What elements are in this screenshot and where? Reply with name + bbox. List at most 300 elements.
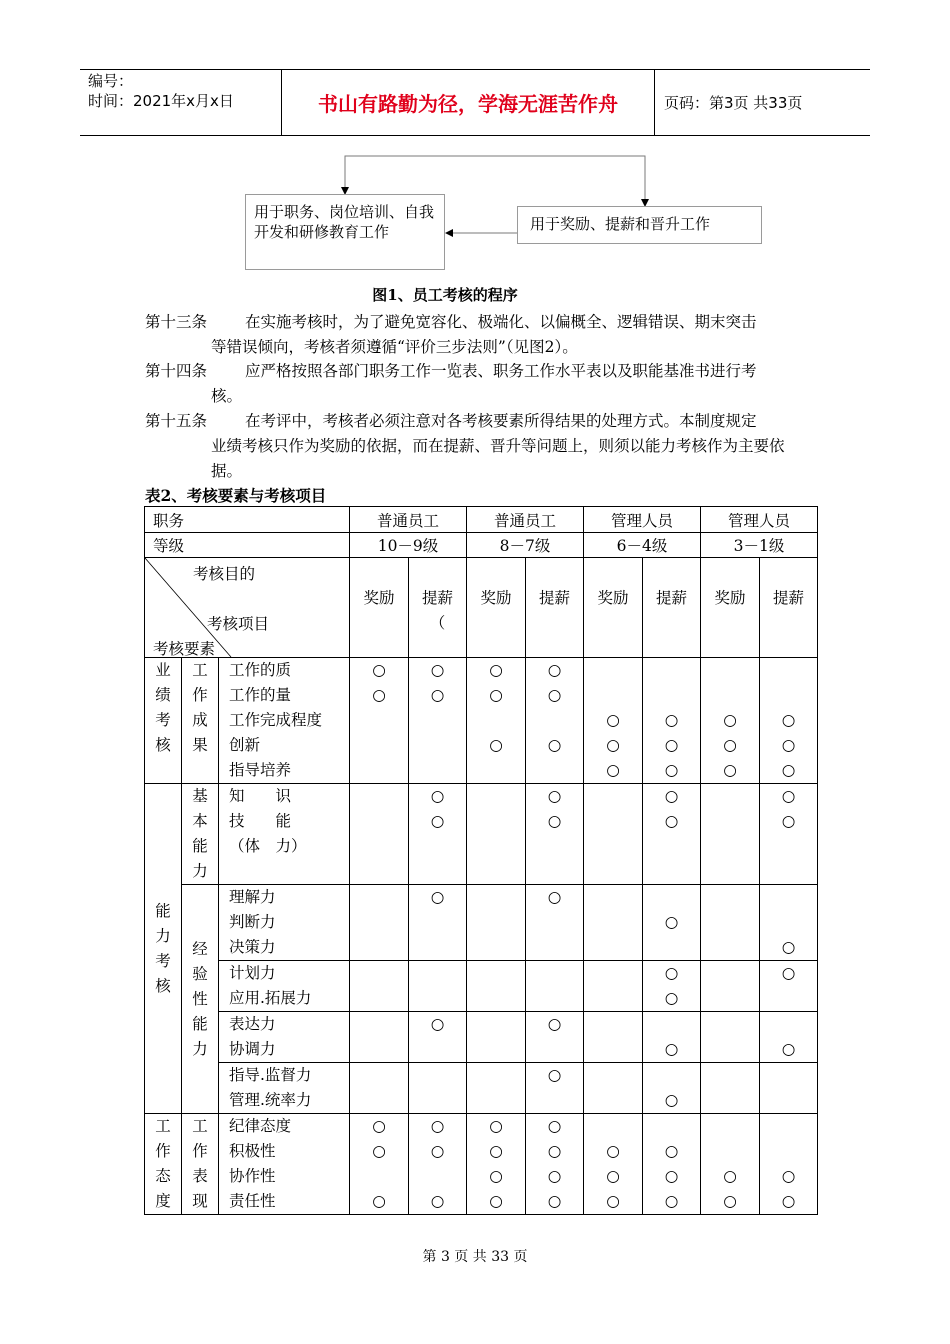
mark-cell [701, 658, 760, 784]
mark-cell [643, 885, 701, 961]
check-mark: ○ [547, 1167, 562, 1185]
check-mark: ○ [430, 1192, 445, 1210]
subcategory-label: 工 作 成 果 [192, 661, 208, 754]
assessment-item: 工作的质 [229, 661, 292, 679]
check-mark: ○ [547, 812, 562, 830]
check-mark: ○ [489, 1192, 503, 1210]
empty-mark [584, 1037, 642, 1062]
check-mark: ○ [430, 888, 445, 906]
category-label: 工 作 态 度 [155, 1117, 171, 1210]
check-mark: ○ [781, 1167, 796, 1185]
empty-mark [760, 683, 817, 708]
assessment-item: 工作完成程度 [229, 711, 323, 729]
mark-cell [409, 1012, 467, 1063]
empty-mark [526, 758, 583, 783]
job-header: 管理人员 [584, 507, 701, 533]
check-mark: ○ [547, 787, 562, 805]
empty-mark [643, 859, 700, 884]
check-mark: ○ [430, 1142, 445, 1160]
check-mark: ○ [664, 1142, 679, 1160]
mark-cell [526, 784, 584, 885]
mark-cell [643, 1063, 701, 1114]
check-mark: ○ [664, 1040, 679, 1058]
check-mark: ○ [664, 787, 679, 805]
diag-item: 考核项目 [207, 615, 270, 633]
empty-mark [350, 910, 408, 935]
mark-cell [643, 658, 701, 784]
empty-mark [350, 859, 408, 884]
check-mark: ○ [664, 1091, 679, 1109]
mark-cell [467, 1114, 526, 1215]
empty-mark [409, 935, 466, 960]
subcategory-cell [182, 885, 219, 1114]
empty-mark [584, 986, 642, 1011]
empty-mark [526, 708, 583, 733]
page-footer: 第 3 页 共 33 页 [422, 1249, 528, 1265]
grade-header: 10－9级 [350, 533, 467, 558]
empty-mark [350, 708, 408, 733]
empty-mark [467, 784, 525, 809]
assessment-item [229, 859, 349, 884]
subcategory-label: 基 本 能 力 [192, 787, 208, 880]
check-mark: ○ [781, 711, 796, 729]
empty-mark [409, 733, 466, 758]
mark-cell [526, 1012, 584, 1063]
check-mark: ○ [489, 1142, 503, 1160]
check-mark: ○ [430, 686, 445, 704]
items-cell [219, 1063, 350, 1114]
check-mark: ○ [372, 686, 386, 704]
article-15 [145, 409, 810, 484]
empty-mark [467, 986, 525, 1011]
empty-mark [350, 809, 408, 834]
empty-mark [526, 859, 583, 884]
mark-cell [584, 1114, 643, 1215]
grade-header: 3－1级 [701, 533, 818, 558]
empty-mark [350, 1037, 408, 1062]
empty-mark [526, 834, 583, 859]
mark-cell [467, 658, 526, 784]
mark-cell [701, 885, 760, 961]
mark-cell [350, 961, 409, 1012]
mark-cell [526, 1114, 584, 1215]
header-page-info: 页码：第3页 共33页 [664, 94, 803, 112]
check-mark: ○ [781, 1040, 796, 1058]
mark-cell [584, 1012, 643, 1063]
check-mark: ○ [781, 761, 796, 779]
items-cell [219, 961, 350, 1012]
mark-cell [409, 658, 467, 784]
diag-purpose: 考核目的 [193, 565, 256, 583]
empty-mark [467, 885, 525, 910]
header-number-label: 编号： [88, 72, 134, 90]
empty-mark [467, 1012, 525, 1037]
purpose-header [409, 558, 467, 658]
mark-cell [701, 1063, 760, 1114]
assessment-item: 积极性 [229, 1142, 276, 1160]
items-cell [219, 1114, 350, 1215]
empty-mark [701, 961, 759, 986]
check-mark: ○ [547, 1117, 562, 1135]
empty-mark [701, 885, 759, 910]
mark-cell [409, 1063, 467, 1114]
check-mark: ○ [489, 1167, 503, 1185]
check-mark: ○ [781, 736, 796, 754]
diagonal-header-cell [145, 558, 350, 658]
subcategory-label: 工 作 表 现 [192, 1117, 208, 1210]
article-13 [145, 310, 810, 360]
category-cell [145, 658, 182, 784]
purpose-header: 奖励 [584, 558, 643, 658]
empty-mark [584, 910, 642, 935]
empty-mark [701, 683, 759, 708]
check-mark: ○ [781, 964, 796, 982]
empty-mark [467, 708, 525, 733]
empty-mark [584, 658, 642, 683]
check-mark: ○ [547, 1142, 562, 1160]
category-label: 业 绩 考 核 [155, 661, 171, 754]
purpose-label: 提薪（ [421, 589, 453, 632]
empty-mark [701, 658, 759, 683]
empty-mark [350, 784, 408, 809]
empty-mark [467, 758, 525, 783]
check-mark: ○ [664, 812, 679, 830]
empty-mark [409, 1037, 466, 1062]
assessment-item: 应用.拓展力 [229, 989, 312, 1007]
check-mark: ○ [430, 812, 445, 830]
empty-mark [584, 1012, 642, 1037]
check-mark: ○ [781, 812, 796, 830]
check-mark: ○ [664, 1167, 679, 1185]
empty-mark [760, 885, 817, 910]
purpose-header: 提薪 [643, 558, 701, 658]
assessment-item: 指导.监督力 [229, 1066, 312, 1084]
empty-mark [760, 1114, 817, 1139]
empty-mark [467, 834, 525, 859]
empty-mark [701, 1063, 759, 1088]
empty-mark [526, 986, 583, 1011]
mark-cell [409, 784, 467, 885]
diag-element: 考核要素 [153, 640, 216, 658]
assessment-item: 技 能 [229, 812, 292, 830]
empty-mark [350, 935, 408, 960]
empty-mark [701, 1088, 759, 1113]
empty-mark [760, 658, 817, 683]
empty-mark [643, 1012, 700, 1037]
empty-mark [409, 1063, 466, 1088]
check-mark: ○ [489, 1117, 503, 1135]
check-mark: ○ [664, 964, 679, 982]
mark-cell [350, 1063, 409, 1114]
article-text: 等错误倾向，考核者须遵循“评价三步法则”（见图2）。 [211, 338, 578, 356]
check-mark: ○ [606, 761, 620, 779]
empty-mark [643, 834, 700, 859]
empty-mark [584, 1088, 642, 1113]
check-mark: ○ [372, 1192, 386, 1210]
subcategory-cell [182, 1114, 219, 1215]
empty-mark [584, 683, 642, 708]
assessment-item: 工作的量 [229, 686, 292, 704]
empty-mark [584, 784, 642, 809]
check-mark: ○ [606, 1142, 620, 1160]
category-cell [145, 1114, 182, 1215]
check-mark: ○ [723, 711, 737, 729]
items-cell [219, 1012, 350, 1063]
article-text: 应严格按照各部门职务工作一览表、职务工作水平表以及职能基准书进行考 [245, 362, 757, 380]
empty-mark [350, 986, 408, 1011]
assessment-item: 创新 [229, 736, 261, 754]
mark-cell [467, 961, 526, 1012]
empty-mark [467, 1063, 525, 1088]
check-mark: ○ [547, 888, 562, 906]
empty-mark [701, 935, 759, 960]
mark-cell [409, 961, 467, 1012]
empty-mark [467, 910, 525, 935]
mark-cell [526, 885, 584, 961]
article-text: 核。 [211, 387, 243, 405]
empty-mark [584, 809, 642, 834]
empty-mark [701, 834, 759, 859]
purpose-header: 提薪 [760, 558, 818, 658]
empty-mark [409, 961, 466, 986]
mark-cell [760, 1114, 818, 1215]
empty-mark [701, 859, 759, 884]
check-mark: ○ [372, 1142, 386, 1160]
empty-mark [526, 1037, 583, 1062]
check-mark: ○ [430, 1117, 445, 1135]
empty-mark [760, 1088, 817, 1113]
flow-box-training: 用于职务、岗位培训、自我开发和研修教育工作 [245, 194, 445, 270]
mark-cell [760, 1063, 818, 1114]
purpose-header: 奖励 [350, 558, 409, 658]
empty-mark [584, 1114, 642, 1139]
figure-caption: 图1、员工考核的程序 [372, 286, 518, 304]
article-number: 第十五条 [145, 412, 208, 430]
table-title: 表2、考核要素与考核项目 [145, 486, 327, 505]
mark-cell [760, 784, 818, 885]
empty-mark [760, 859, 817, 884]
empty-mark [701, 1012, 759, 1037]
check-mark: ○ [489, 736, 503, 754]
empty-mark [584, 1063, 642, 1088]
row-job-label: 职务 [145, 507, 350, 533]
empty-mark [643, 1063, 700, 1088]
mark-cell [350, 784, 409, 885]
mark-cell [584, 961, 643, 1012]
mark-cell [350, 1114, 409, 1215]
assessment-item: 表达力 [229, 1015, 276, 1033]
mark-cell [643, 784, 701, 885]
subcategory-cell [182, 784, 219, 885]
empty-mark [760, 986, 817, 1011]
job-header: 普通员工 [350, 507, 467, 533]
check-mark: ○ [547, 1066, 562, 1084]
empty-mark [409, 986, 466, 1011]
items-cell [219, 885, 350, 961]
check-mark: ○ [664, 761, 679, 779]
empty-mark [584, 935, 642, 960]
check-mark: ○ [723, 736, 737, 754]
mark-cell [584, 1063, 643, 1114]
assessment-item: 管理.统率力 [229, 1091, 312, 1109]
row-grade-label: 等级 [145, 533, 350, 558]
flow-box-reward: 用于奖励、提薪和晋升工作 [517, 206, 762, 244]
empty-mark [643, 683, 700, 708]
article-text: 在实施考核时，为了避免宽容化、极端化、以偏概全、逻辑错误、期末突击 [245, 313, 757, 331]
assessment-item: 判断力 [229, 913, 276, 931]
article-text: 在考评中，考核者必须注意对各考核要素所得结果的处理方式。本制度规定 [245, 412, 757, 430]
mark-cell [701, 784, 760, 885]
empty-mark [584, 885, 642, 910]
check-mark: ○ [781, 787, 796, 805]
article-text: 业绩考核只作为奖励的依据，而在提薪、晋升等问题上，则须以能力考核作为主要依据。 [211, 437, 785, 480]
empty-mark [701, 1114, 759, 1139]
assessment-item: 纪律态度 [229, 1117, 292, 1135]
mark-cell [467, 1012, 526, 1063]
assessment-item: 理解力 [229, 888, 276, 906]
article-number: 第十四条 [145, 362, 208, 380]
check-mark: ○ [664, 989, 679, 1007]
empty-mark [409, 1164, 466, 1189]
check-mark: ○ [430, 661, 445, 679]
check-mark: ○ [781, 938, 796, 956]
check-mark: ○ [606, 711, 620, 729]
empty-mark [350, 1164, 408, 1189]
mark-cell [760, 1012, 818, 1063]
mark-cell [467, 784, 526, 885]
empty-mark [526, 910, 583, 935]
purpose-header: 提薪 [526, 558, 584, 658]
empty-mark [350, 733, 408, 758]
header-time: 时间：2021年x月x日 [88, 92, 234, 110]
empty-mark [643, 658, 700, 683]
mark-cell [526, 658, 584, 784]
empty-mark [760, 1139, 817, 1164]
assessment-item: （体 力） [229, 837, 307, 855]
check-mark: ○ [547, 1015, 562, 1033]
empty-mark [467, 1037, 525, 1062]
empty-mark [760, 1012, 817, 1037]
check-mark: ○ [547, 686, 562, 704]
mark-cell [701, 1114, 760, 1215]
header-motto: 书山有路勤为径，学海无涯苦作舟 [318, 92, 618, 116]
check-mark: ○ [430, 787, 445, 805]
empty-mark [760, 834, 817, 859]
check-mark: ○ [664, 711, 679, 729]
check-mark: ○ [547, 1192, 562, 1210]
empty-mark [350, 1012, 408, 1037]
check-mark: ○ [723, 1192, 737, 1210]
mark-cell [643, 1114, 701, 1215]
job-header: 管理人员 [701, 507, 818, 533]
check-mark: ○ [547, 661, 562, 679]
mark-cell [760, 885, 818, 961]
check-mark: ○ [489, 686, 503, 704]
empty-mark [409, 859, 466, 884]
check-mark: ○ [781, 1192, 796, 1210]
mark-cell [409, 885, 467, 961]
grade-header: 6－4级 [584, 533, 701, 558]
empty-mark [467, 961, 525, 986]
empty-mark [350, 834, 408, 859]
mark-cell [526, 1063, 584, 1114]
mark-cell [467, 885, 526, 961]
assessment-item: 责任性 [229, 1192, 276, 1210]
mark-cell [350, 885, 409, 961]
category-cell [145, 784, 182, 1114]
mark-cell [701, 961, 760, 1012]
empty-mark [643, 885, 700, 910]
empty-mark [467, 935, 525, 960]
assessment-item: 计划力 [229, 964, 276, 982]
empty-mark [350, 885, 408, 910]
check-mark: ○ [606, 1167, 620, 1185]
mark-cell [526, 961, 584, 1012]
purpose-header: 奖励 [701, 558, 760, 658]
mark-cell [760, 658, 818, 784]
mark-cell [584, 784, 643, 885]
check-mark: ○ [664, 736, 679, 754]
check-mark: ○ [372, 1117, 386, 1135]
empty-mark [409, 910, 466, 935]
mark-cell [584, 658, 643, 784]
mark-cell [409, 1114, 467, 1215]
empty-mark [467, 1088, 525, 1113]
mark-cell [760, 961, 818, 1012]
article-number: 第十三条 [145, 313, 208, 331]
empty-mark [409, 758, 466, 783]
purpose-header: 奖励 [467, 558, 526, 658]
job-header: 普通员工 [467, 507, 584, 533]
check-mark: ○ [664, 1192, 679, 1210]
mark-cell [643, 1012, 701, 1063]
check-mark: ○ [372, 661, 386, 679]
assessment-table [144, 506, 818, 1215]
check-mark: ○ [723, 761, 737, 779]
items-cell [219, 784, 350, 885]
empty-mark [701, 784, 759, 809]
empty-mark [643, 1114, 700, 1139]
empty-mark [467, 859, 525, 884]
check-mark: ○ [606, 736, 620, 754]
empty-mark [584, 834, 642, 859]
empty-mark [350, 961, 408, 986]
empty-mark [760, 910, 817, 935]
empty-mark [526, 1088, 583, 1113]
category-label: 能 力 考 核 [155, 901, 171, 995]
empty-mark [526, 935, 583, 960]
empty-mark [584, 961, 642, 986]
empty-mark [350, 758, 408, 783]
empty-mark [701, 809, 759, 834]
assessment-item: 协调力 [229, 1040, 276, 1058]
check-mark: ○ [723, 1167, 737, 1185]
empty-mark [643, 935, 700, 960]
empty-mark [409, 834, 466, 859]
empty-mark [350, 1088, 408, 1113]
empty-mark [701, 1139, 759, 1164]
check-mark: ○ [606, 1192, 620, 1210]
check-mark: ○ [664, 913, 679, 931]
mark-cell [350, 658, 409, 784]
empty-mark [584, 859, 642, 884]
assessment-item: 协作性 [229, 1167, 276, 1185]
mark-cell [350, 1012, 409, 1063]
assessment-item: 决策力 [229, 938, 276, 956]
check-mark: ○ [489, 661, 503, 679]
assessment-item: 指导培养 [229, 761, 292, 779]
mark-cell [584, 885, 643, 961]
